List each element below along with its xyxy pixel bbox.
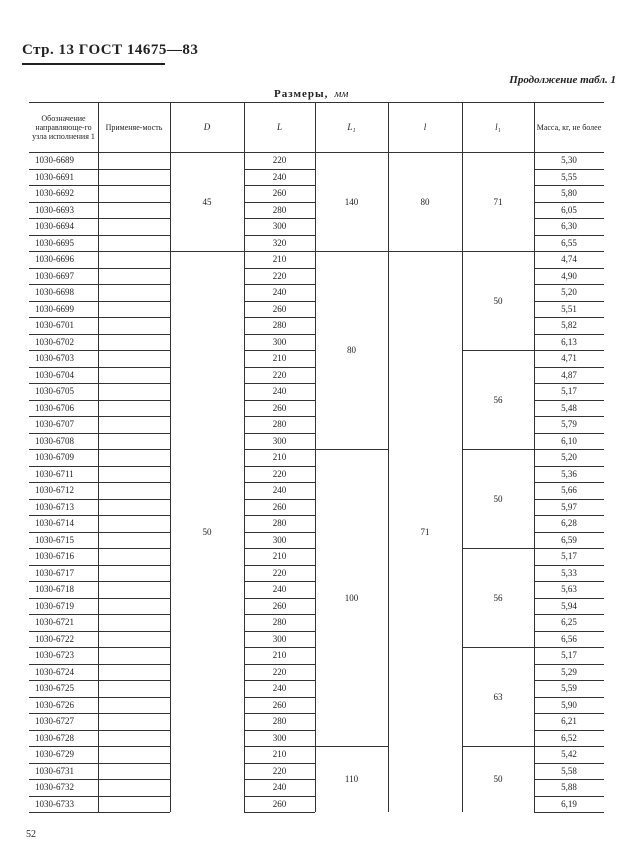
mass-value: 6,30	[561, 221, 577, 231]
row-rule	[244, 614, 315, 615]
row-rule	[244, 482, 315, 483]
mass-value: 6,21	[561, 716, 577, 726]
column-divider	[462, 102, 463, 812]
designation-code: 1030-6696	[35, 254, 74, 264]
L-value: 210	[272, 749, 287, 759]
row-rule	[29, 218, 170, 219]
row-rule	[244, 449, 315, 450]
row-rule	[29, 598, 170, 599]
group-rule	[315, 251, 388, 252]
header-l1: l₁	[495, 121, 501, 132]
group-rule	[170, 251, 244, 252]
row-rule	[29, 614, 170, 615]
row-rule	[29, 730, 170, 731]
row-rule	[534, 598, 604, 599]
row-rule	[534, 334, 604, 335]
merged-l-value: 71	[420, 526, 430, 537]
page-number: 52	[26, 829, 36, 840]
column-divider	[388, 102, 389, 812]
L-value: 210	[272, 551, 287, 561]
row-rule	[29, 350, 170, 351]
row-rule	[29, 581, 170, 582]
designation-code: 1030-6702	[35, 336, 74, 347]
header-L1: L₁	[347, 121, 356, 132]
designation-code: 1030-6728	[35, 732, 74, 743]
L-value: 300	[272, 633, 287, 644]
group-rule	[462, 350, 534, 351]
L-value: 220	[272, 155, 287, 165]
row-rule	[29, 169, 170, 170]
row-rule	[29, 746, 170, 747]
L-value: 220	[272, 666, 287, 677]
mass-value: 5,33	[561, 567, 577, 578]
row-rule	[244, 680, 315, 681]
mass-value: 6,19	[561, 798, 577, 809]
row-rule	[534, 449, 604, 450]
designation-code: 1030-6707	[35, 419, 74, 429]
row-rule	[29, 812, 170, 813]
row-rule	[29, 713, 170, 714]
designation-code: 1030-6708	[35, 435, 74, 446]
merged-l1-value: 50	[493, 493, 503, 504]
row-rule	[244, 565, 315, 566]
row-rule	[29, 515, 170, 516]
row-rule	[29, 466, 170, 467]
row-rule	[534, 466, 604, 467]
column-divider	[170, 102, 171, 812]
designation-code: 1030-6699	[35, 303, 74, 314]
row-rule	[534, 400, 604, 401]
mass-value: 6,59	[561, 534, 577, 545]
L-value: 300	[272, 732, 287, 743]
designation-code: 1030-6724	[35, 666, 74, 677]
row-rule	[534, 235, 604, 236]
row-rule	[534, 433, 604, 434]
designation-code: 1030-6716	[35, 551, 74, 561]
row-rule	[29, 383, 170, 384]
designation-code: 1030-6712	[35, 485, 74, 495]
designation-code: 1030-6693	[35, 204, 74, 215]
mass-value: 5,90	[561, 699, 577, 710]
L-value: 260	[272, 501, 287, 512]
designation-code: 1030-6705	[35, 386, 74, 396]
mass-value: 5,29	[561, 666, 577, 677]
row-rule	[534, 350, 604, 351]
row-rule	[534, 499, 604, 500]
page-header-label: Стр. 13 ГОСТ 14675—83	[22, 42, 199, 58]
merged-l1-value: 56	[493, 592, 503, 603]
L-value: 280	[272, 716, 287, 726]
row-rule	[29, 284, 170, 285]
row-rule	[534, 268, 604, 269]
designation-code: 1030-6701	[35, 320, 74, 330]
row-rule	[29, 532, 170, 533]
row-rule	[534, 482, 604, 483]
mass-value: 5,66	[561, 485, 577, 495]
row-rule	[534, 697, 604, 698]
designation-code: 1030-6697	[35, 270, 74, 281]
L-value: 210	[272, 353, 287, 363]
row-rule	[29, 185, 170, 186]
row-rule	[244, 746, 315, 747]
designation-code: 1030-6725	[35, 683, 74, 693]
L-value: 300	[272, 435, 287, 446]
merged-l1-value: 80	[347, 345, 356, 355]
row-rule	[29, 779, 170, 780]
row-rule	[534, 812, 604, 813]
row-rule	[244, 350, 315, 351]
designation-code: 1030-6691	[35, 171, 74, 182]
mass-value: 4,90	[561, 270, 577, 281]
row-rule	[29, 317, 170, 318]
row-rule	[244, 268, 315, 269]
L-value: 280	[272, 419, 287, 429]
designation-code: 1030-6729	[35, 749, 74, 759]
sizes-label: Размеры,	[274, 88, 329, 100]
mass-value: 5,63	[561, 584, 577, 594]
mass-value: 6,56	[561, 633, 577, 644]
designation-code: 1030-6718	[35, 584, 74, 594]
header-L: L	[276, 121, 282, 132]
designation-code: 1030-6703	[35, 353, 74, 363]
row-rule	[244, 301, 315, 302]
row-rule	[534, 317, 604, 318]
L-value: 240	[272, 485, 287, 495]
row-rule	[29, 334, 170, 335]
designation-code: 1030-6721	[35, 617, 74, 627]
group-rule	[388, 251, 462, 252]
mass-value: 5,20	[561, 452, 577, 462]
group-rule	[462, 251, 534, 252]
row-rule	[29, 449, 170, 450]
L-value: 280	[272, 617, 287, 627]
row-rule	[244, 202, 315, 203]
table-top-rule	[29, 102, 604, 103]
row-rule	[244, 284, 315, 285]
mass-value: 5,55	[561, 171, 577, 182]
mass-value: 5,48	[561, 402, 577, 413]
L-value: 240	[272, 287, 287, 297]
L-value: 220	[272, 765, 287, 776]
row-rule	[534, 185, 604, 186]
row-rule	[244, 235, 315, 236]
row-rule	[244, 548, 315, 549]
L-value: 300	[272, 336, 287, 347]
mass-value: 5,17	[561, 386, 577, 396]
row-rule	[29, 367, 170, 368]
row-rule	[534, 383, 604, 384]
row-rule	[534, 779, 604, 780]
designation-code: 1030-6722	[35, 633, 74, 644]
L-value: 240	[272, 584, 287, 594]
merged-l1-value: 71	[493, 196, 503, 207]
mass-value: 4,87	[561, 369, 577, 380]
row-rule	[29, 647, 170, 648]
header-l: l	[423, 121, 427, 132]
L-value: 280	[272, 518, 287, 528]
row-rule	[244, 730, 315, 731]
header-designation: Обозначение направляюще-го узла исполнения 1	[32, 113, 95, 141]
designation-code: 1030-6733	[35, 798, 74, 809]
row-rule	[244, 218, 315, 219]
row-rule	[244, 367, 315, 368]
mass-value: 5,97	[561, 501, 577, 512]
L-value: 240	[272, 683, 287, 693]
row-rule	[29, 631, 170, 632]
continuation-label: Продолжение табл. 1	[509, 74, 616, 86]
L-value: 240	[272, 171, 287, 182]
mass-value: 6,55	[561, 237, 577, 248]
mass-value: 6,13	[561, 336, 577, 347]
dimensions-table	[29, 102, 604, 814]
column-divider	[315, 102, 316, 812]
merged-l1-value: 140	[344, 196, 359, 207]
mass-value: 5,94	[561, 600, 577, 611]
L-value: 280	[272, 320, 287, 330]
row-rule	[29, 664, 170, 665]
mass-value: 5,79	[561, 419, 577, 429]
designation-code: 1030-6726	[35, 699, 74, 710]
merged-l1-value: 50	[493, 774, 503, 784]
mass-value: 5,42	[561, 749, 577, 759]
mass-value: 4,74	[561, 254, 577, 264]
row-rule	[244, 317, 315, 318]
designation-code: 1030-6714	[35, 518, 74, 528]
L-value: 300	[272, 534, 287, 545]
designation-code: 1030-6713	[35, 501, 74, 512]
row-rule	[29, 301, 170, 302]
designation-code: 1030-6692	[35, 188, 74, 198]
row-rule	[534, 581, 604, 582]
row-rule	[29, 796, 170, 797]
mass-value: 5,17	[561, 551, 577, 561]
row-rule	[29, 268, 170, 269]
row-rule	[244, 251, 315, 252]
row-rule	[534, 664, 604, 665]
row-rule	[244, 433, 315, 434]
row-rule	[244, 664, 315, 665]
designation-code: 1030-6695	[35, 237, 74, 248]
L-value: 210	[272, 452, 287, 462]
designation-code: 1030-6698	[35, 287, 74, 297]
mass-value: 6,25	[561, 617, 577, 627]
merged-l1-value: 100	[344, 592, 359, 603]
L-value: 300	[272, 221, 287, 231]
merged-l1-value: 110	[344, 774, 359, 784]
merged-l1-value: 63	[493, 691, 503, 702]
row-rule	[244, 532, 315, 533]
designation-code: 1030-6711	[35, 468, 74, 479]
designation-code: 1030-6694	[35, 221, 74, 231]
column-divider	[98, 102, 99, 812]
row-rule	[534, 202, 604, 203]
row-rule	[534, 532, 604, 533]
row-rule	[244, 713, 315, 714]
mass-value: 5,17	[561, 650, 577, 660]
row-rule	[244, 631, 315, 632]
merged-d-value: 45	[202, 196, 212, 207]
mass-value: 6,10	[561, 435, 577, 446]
L-value: 210	[272, 254, 287, 264]
header-rule	[22, 63, 165, 65]
row-rule	[29, 548, 170, 549]
row-rule	[244, 697, 315, 698]
mass-value: 5,30	[561, 155, 577, 165]
mass-value: 4,71	[561, 353, 577, 363]
L-value: 240	[272, 386, 287, 396]
mass-value: 5,82	[561, 320, 577, 330]
row-rule	[534, 301, 604, 302]
merged-l1-value: 50	[493, 295, 503, 306]
row-rule	[244, 185, 315, 186]
merged-l-value: 80	[420, 196, 430, 207]
row-rule	[534, 548, 604, 549]
row-rule	[534, 730, 604, 731]
row-rule	[534, 284, 604, 285]
designation-code: 1030-6719	[35, 600, 74, 611]
row-rule	[244, 581, 315, 582]
row-rule	[534, 565, 604, 566]
row-rule	[29, 697, 170, 698]
row-rule	[29, 416, 170, 417]
L-value: 320	[272, 237, 287, 248]
row-rule	[534, 614, 604, 615]
merged-l1-value: 56	[493, 394, 503, 405]
L-value: 260	[272, 600, 287, 611]
row-rule	[29, 400, 170, 401]
sizes-caption	[274, 88, 348, 100]
designation-code: 1030-6704	[35, 369, 74, 380]
mass-value: 5,88	[561, 782, 577, 792]
designation-code: 1030-6731	[35, 765, 74, 776]
row-rule	[534, 515, 604, 516]
row-rule	[534, 631, 604, 632]
L-value: 220	[272, 567, 287, 578]
row-rule	[29, 499, 170, 500]
L-value: 280	[272, 204, 287, 215]
row-rule	[29, 202, 170, 203]
L-value: 260	[272, 798, 287, 809]
row-rule	[534, 367, 604, 368]
row-rule	[534, 169, 604, 170]
row-rule	[29, 235, 170, 236]
row-rule	[244, 334, 315, 335]
L-value: 240	[272, 782, 287, 792]
row-rule	[29, 763, 170, 764]
header-application: Применяе-мость	[105, 122, 163, 132]
row-rule	[29, 433, 170, 434]
L-value: 260	[272, 402, 287, 413]
row-rule	[244, 763, 315, 764]
mass-value: 6,52	[561, 732, 577, 743]
designation-code: 1030-6715	[35, 534, 74, 545]
group-rule	[462, 548, 534, 549]
designation-code: 1030-6689	[35, 155, 74, 165]
row-rule	[534, 647, 604, 648]
row-rule	[244, 796, 315, 797]
table-header-rule	[29, 152, 604, 153]
row-rule	[29, 680, 170, 681]
row-rule	[244, 598, 315, 599]
designation-code: 1030-6706	[35, 402, 74, 413]
L-value: 260	[272, 699, 287, 710]
row-rule	[244, 169, 315, 170]
L-value: 220	[272, 468, 287, 479]
mass-value: 6,05	[561, 204, 577, 215]
designation-code: 1030-6732	[35, 782, 74, 792]
row-rule	[534, 746, 604, 747]
row-rule	[244, 466, 315, 467]
merged-d-value: 50	[202, 526, 212, 537]
mass-value: 5,51	[561, 303, 577, 314]
mass-value: 5,58	[561, 765, 577, 776]
row-rule	[534, 680, 604, 681]
row-rule	[29, 251, 170, 252]
row-rule	[244, 779, 315, 780]
row-rule	[534, 763, 604, 764]
mass-value: 5,80	[561, 188, 577, 198]
header-D: D	[203, 121, 211, 132]
mass-value: 6,28	[561, 518, 577, 528]
mass-value: 5,36	[561, 468, 577, 479]
row-rule	[534, 218, 604, 219]
L-value: 260	[272, 188, 287, 198]
designation-code: 1030-6723	[35, 650, 74, 660]
row-rule	[244, 383, 315, 384]
row-rule	[244, 647, 315, 648]
row-rule	[244, 812, 315, 813]
row-rule	[534, 713, 604, 714]
L-value: 260	[272, 303, 287, 314]
group-rule	[315, 746, 388, 747]
group-rule	[462, 647, 534, 648]
mass-value: 5,20	[561, 287, 577, 297]
row-rule	[534, 416, 604, 417]
header-mass: Масса, кг, не более	[536, 122, 602, 132]
designation-code: 1030-6727	[35, 716, 74, 726]
L-value: 220	[272, 369, 287, 380]
L-value: 220	[272, 270, 287, 281]
row-rule	[29, 565, 170, 566]
mass-value: 5,59	[561, 683, 577, 693]
row-rule	[244, 400, 315, 401]
group-rule	[462, 449, 534, 450]
row-rule	[244, 416, 315, 417]
row-rule	[29, 482, 170, 483]
designation-code: 1030-6709	[35, 452, 74, 462]
group-rule	[462, 746, 534, 747]
row-rule	[534, 796, 604, 797]
row-rule	[244, 499, 315, 500]
row-rule	[244, 515, 315, 516]
group-rule	[315, 449, 388, 450]
sizes-unit: мм	[334, 88, 349, 100]
L-value: 210	[272, 650, 287, 660]
row-rule	[534, 251, 604, 252]
designation-code: 1030-6717	[35, 567, 74, 578]
